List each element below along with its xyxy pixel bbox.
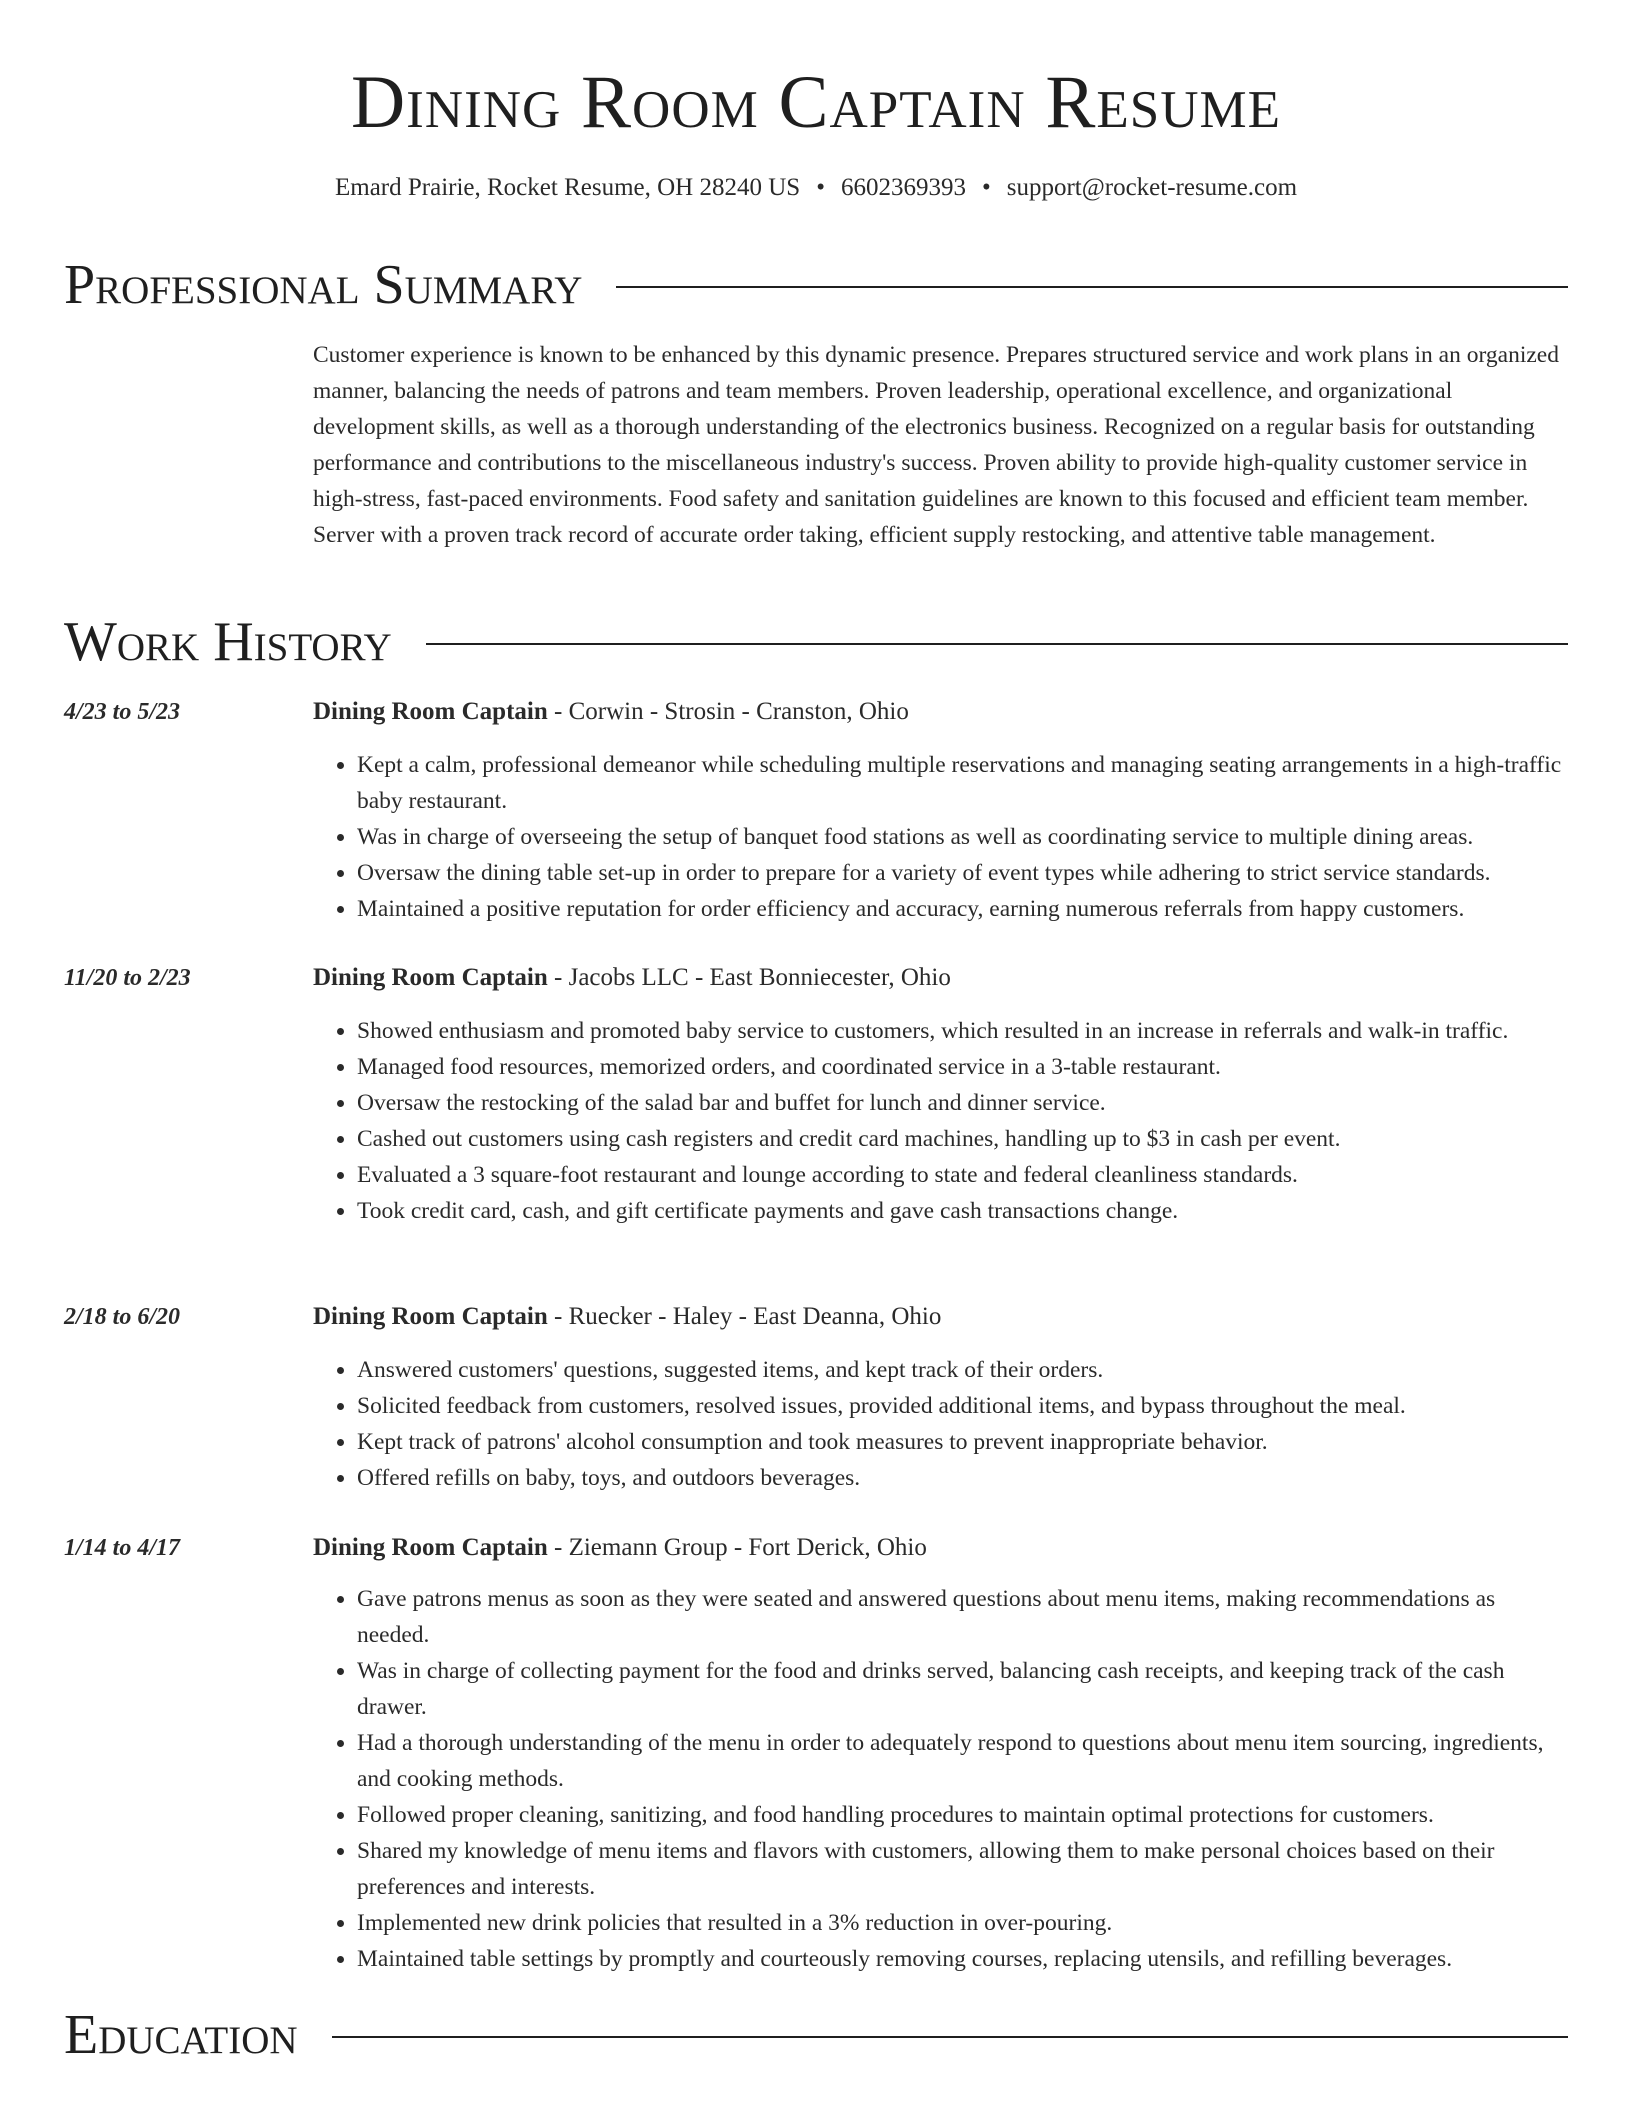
job-heading (313, 1531, 1568, 1565)
section-divider (426, 643, 1568, 645)
contact-separator: • (816, 174, 825, 201)
job-bullet: • Maintained table settings by promptly and courteously removing courses, replacing utensils, and refilling beverages. (357, 1941, 1568, 1977)
contact-line (0, 172, 1632, 204)
contact-separator: • (981, 174, 991, 201)
job-bullet: • Oversaw the restocking of the salad bar and buffet for lunch and dinner service. (357, 1085, 1568, 1121)
job-title: Dining Room Captain (313, 698, 548, 725)
section-heading-summary: Professional Summary (64, 254, 583, 316)
summary-text: Customer experience is known to be enhanced by this dynamic presence. Prepares structured service and work plans in an organized manner, balancing the needs of patrons and team members. Proven leadership, operational excellence, and organizational development skills, as well as a thorough understanding of the electronics business. Recognized on a regular basis for outstanding performance and contributions to the miscellaneous industry's success. Proven ability to provide high-quality customer service in high-stress, fast-paced environments. Food safety and sanitation guidelines are known to this focused and efficient team member. Server with a proven track record of accurate order taking, efficient supply restocking, and attentive table management. (313, 342, 1559, 548)
job-bullet: • Managed food resources, memorized orders, and coordinated service in a 3-table restaurant. (357, 1049, 1568, 1085)
job-bullet: • Oversaw the dining table set-up in order to prepare for a variety of event types while adhering to strict service standards. (357, 855, 1568, 891)
job-bullet: • Solicited feedback from customers, resolved issues, provided additional items, and bypass throughout the meal. (357, 1388, 1568, 1424)
section-divider (616, 286, 1568, 288)
job-bullet: • Was in charge of collecting payment for the food and drinks served, balancing cash receipts, and keeping track of the cash drawer. (357, 1653, 1568, 1725)
job-bullet: • Implemented new drink policies that resulted in a 3% reduction in over-pouring. (357, 1905, 1568, 1941)
job-employer: - Corwin - Strosin - Cranston, Ohio (547, 698, 909, 725)
job-title: Dining Room Captain (313, 964, 548, 991)
contact-address: Emard Prairie, Rocket Resume, OH 28240 US (334, 174, 801, 201)
section-divider (332, 2036, 1568, 2038)
job-bullet: • Took credit card, cash, and gift certificate payments and gave cash transactions change. (357, 1193, 1568, 1229)
job-bullet: • Followed proper cleaning, sanitizing, and food handling procedures to maintain optimal protections for customers. (357, 1797, 1568, 1833)
section-heading-work-history: Work History (64, 611, 392, 673)
job-bullets (313, 747, 1568, 927)
job-employer: - Ziemann Group - Fort Derick, Ohio (547, 1534, 927, 1561)
job-bullet: • Kept a calm, professional demeanor while scheduling multiple reservations and managing seating arrangements in a high-traffic baby restaurant. (357, 747, 1568, 819)
job-bullet: • Cashed out customers using cash registers and credit card machines, handling up to $3 in cash per event. (357, 1121, 1568, 1157)
job-bullets (313, 1352, 1568, 1496)
job-bullet: • Gave patrons menus as soon as they were seated and answered questions about menu items, making recommendations as needed. (357, 1581, 1568, 1653)
job-bullet: • Offered refills on baby, toys, and outdoors beverages. (357, 1460, 1568, 1496)
job-dates: 11/20 to 2/23 (64, 965, 191, 991)
job-dates: 4/23 to 5/23 (64, 699, 181, 725)
job-bullet: • Kept track of patrons' alcohol consumption and took measures to prevent inappropriate behavior. (357, 1424, 1568, 1460)
job-bullet: • Evaluated a 3 square-foot restaurant and lounge according to state and federal cleanliness standards. (357, 1157, 1568, 1193)
job-bullet: • Answered customers' questions, suggested items, and kept track of their orders. (357, 1352, 1568, 1388)
job-bullet: • Had a thorough understanding of the menu in order to adequately respond to questions about menu item sourcing, ingredients, and cooking methods. (357, 1725, 1568, 1797)
section-work-history (64, 607, 1568, 677)
contact-email: support@rocket-resume.com (1006, 174, 1298, 201)
section-professional-summary (64, 250, 1568, 320)
job-dates: 1/14 to 4/17 (64, 1535, 181, 1561)
job-bullets (313, 1581, 1568, 1977)
job-bullet: • Showed enthusiasm and promoted baby service to customers, which resulted in an increase in referrals and walk-in traffic. (357, 1013, 1568, 1049)
job-bullets (313, 1013, 1568, 1229)
job-bullet: • Maintained a positive reputation for order efficiency and accuracy, earning numerous referrals from happy customers. (357, 891, 1568, 927)
section-heading-education: Education (64, 2004, 298, 2066)
job-bullet: • Was in charge of overseeing the setup of banquet food stations as well as coordinating service to multiple dining areas. (357, 819, 1568, 855)
job-heading (313, 695, 1568, 729)
job-heading (313, 1300, 1568, 1334)
job-bullet: • Shared my knowledge of menu items and flavors with customers, allowing them to make personal choices based on their preferences and interests. (357, 1833, 1568, 1905)
job-title: Dining Room Captain (313, 1534, 548, 1561)
job-title: Dining Room Captain (313, 1303, 548, 1330)
job-heading (313, 961, 1568, 995)
resume-title: Dining Room Captain Resume (351, 61, 1281, 144)
job-employer: - Ruecker - Haley - East Deanna, Ohio (547, 1303, 942, 1330)
section-education (64, 2000, 1568, 2070)
job-employer: - Jacobs LLC - East Bonniecester, Ohio (547, 964, 951, 991)
job-dates: 2/18 to 6/20 (64, 1304, 181, 1330)
contact-phone: 6602369393 (840, 174, 966, 201)
